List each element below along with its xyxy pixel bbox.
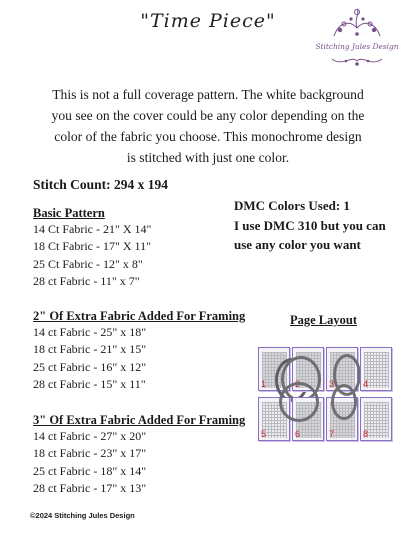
intro-line: This is not a full coverage pattern. The white background [52, 87, 364, 102]
page-thumbnail [360, 347, 392, 391]
list-item: 28 ct Fabric - 17" x 13" [33, 480, 147, 495]
dmc-colors-count: DMC Colors Used: 1 [234, 198, 350, 213]
page-layout-grid [256, 347, 394, 441]
page-number: 7 [329, 429, 335, 439]
stitch-count: Stitch Count: 294 x 194 [33, 177, 169, 192]
list-item: 25 ct Fabric - 16" x 12" [33, 359, 147, 374]
flourish-icon [314, 6, 400, 44]
extra-2-heading: 2" Of Extra Fabric Added For Framing [33, 309, 246, 323]
page-number: 4 [363, 379, 369, 389]
intro-line: you see on the cover could be any color depending on the [51, 108, 365, 123]
extra-3-list [33, 428, 146, 497]
dmc-colors-note: use any color you want [234, 237, 361, 252]
list-item: 28 ct Fabric - 11" x 7" [33, 273, 140, 288]
extra-3-heading: 3" Of Extra Fabric Added For Framing [33, 413, 246, 427]
list-item: 18 ct Fabric - 21" x 15" [33, 342, 147, 357]
list-item: 18 ct Fabric - 23" x 17" [33, 446, 147, 461]
brand-logo [314, 6, 400, 70]
list-item: 14 ct Fabric - 25" x 18" [33, 325, 147, 339]
list-item: 25 ct Fabric - 18" x 14" [33, 463, 147, 478]
list-item: 14 ct Fabric - 27" x 20" [33, 429, 147, 443]
page-number: 3 [329, 379, 335, 389]
intro-line: color of the fabric you choose. This monochrome design [54, 129, 362, 144]
page-thumbnail [292, 397, 324, 441]
list-item: 25 Ct Fabric - 12" x 8" [33, 256, 143, 271]
list-item: 14 Ct Fabric - 21" X 14" [33, 222, 152, 236]
list-item: 18 Ct Fabric - 17" X 11" [33, 239, 152, 254]
page-number: 1 [261, 379, 267, 389]
copyright-footer: ©2024 Stitching Jules Design [30, 511, 135, 520]
pattern-title: "Time Piece" [140, 10, 276, 32]
extra-2-list [33, 324, 146, 393]
list-item: 28 ct Fabric - 15" x 11" [33, 376, 146, 391]
page-number: 5 [261, 429, 267, 439]
page-thumbnail [326, 397, 358, 441]
page-thumbnail [360, 397, 392, 441]
basic-pattern-list [33, 221, 151, 290]
page-number: 6 [295, 429, 301, 439]
dmc-colors-info [234, 196, 386, 255]
dmc-colors-note: I use DMC 310 but you can [234, 217, 386, 233]
page-number: 8 [363, 429, 369, 439]
basic-pattern-heading: Basic Pattern [33, 206, 105, 220]
flourish-bottom-icon [328, 53, 386, 69]
page-number: 2 [295, 379, 301, 389]
intro-line: is stitched with just one color. [126, 150, 290, 165]
logo-text: Stitching Jules Design [315, 42, 399, 51]
page-layout-heading: Page Layout [290, 313, 358, 327]
intro-paragraph [40, 84, 376, 168]
